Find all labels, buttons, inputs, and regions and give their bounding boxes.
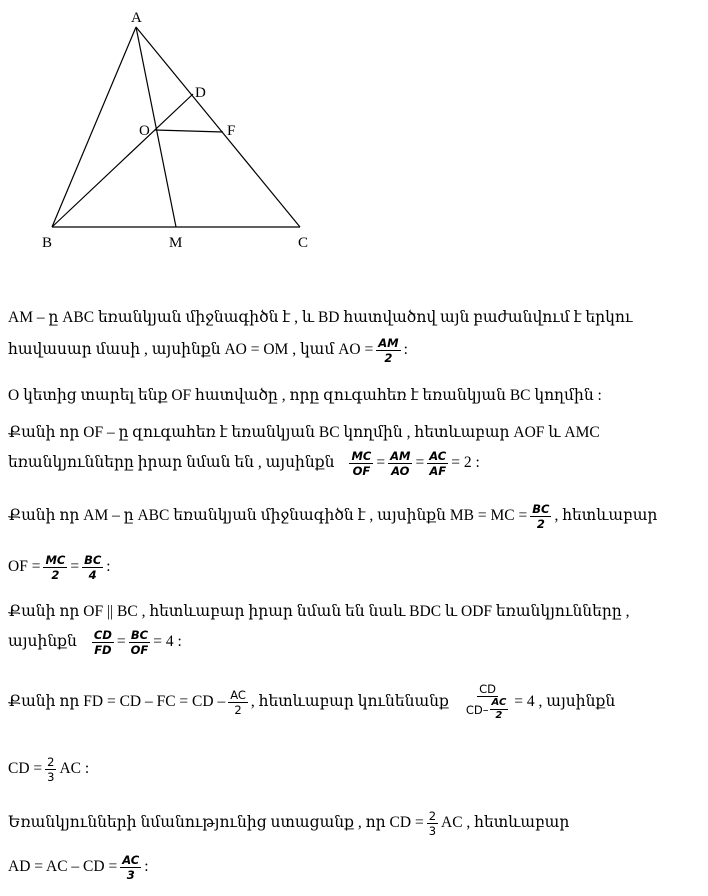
text-line-10: [8, 680, 700, 724]
text-p1-line2: հավասար մասի , այսինքն AO = OM , կամ AO =: [8, 341, 374, 358]
side-ab: [52, 27, 136, 227]
text-p2: O կետից տարել ենք OF հատվածը , որը զուգահեռ է եռանկյան BC կողմին :: [8, 387, 602, 404]
denominator: 2: [51, 567, 60, 582]
colon: :: [144, 858, 149, 875]
fraction-am-over-2: [376, 336, 400, 365]
label-o: O: [139, 123, 150, 139]
denominator-lead: CD–: [465, 702, 489, 717]
text-p4-line1: Քանի որ AM – ը ABC եռանկյան միջնագիծն է , այսինքն MB = MC =: [8, 507, 528, 524]
text-line-2: [8, 333, 700, 367]
fraction-cd-over-cd-minus-ac-half: [464, 682, 511, 722]
fraction-ac-over-2-nested: [490, 697, 509, 722]
fraction-ac-over-3: [120, 853, 141, 882]
colon: :: [403, 341, 408, 358]
fraction-mc-over-2: [43, 553, 67, 582]
label-d: D: [195, 85, 206, 101]
text-line-3: [8, 386, 700, 406]
text-ac-hence: AC , հետևաբար: [441, 814, 570, 831]
numerator: MC: [351, 448, 372, 463]
denominator: 3: [428, 823, 437, 838]
fraction-2-over-3: [45, 755, 56, 784]
denominator: 2: [536, 516, 545, 531]
fraction-ac-over-af: [427, 449, 448, 478]
numerator: CD: [93, 627, 112, 642]
numerator: AC: [230, 687, 246, 702]
numerator: CD: [479, 682, 497, 696]
denominator: OF: [352, 463, 371, 478]
text-of-equals: OF =: [8, 558, 41, 575]
label-c: C: [298, 235, 309, 251]
fraction-bc-over-4: [82, 553, 103, 582]
equals-two: = 2 :: [451, 454, 480, 471]
numerator: MC: [45, 552, 66, 567]
equals-sign: =: [376, 454, 386, 471]
fraction-cd-over-fd: [92, 628, 114, 657]
text-line-9: [8, 625, 700, 659]
text-line-12: [8, 806, 700, 840]
equals-sign: =: [116, 633, 126, 650]
equals-sign: =: [415, 454, 425, 471]
denominator: [464, 697, 511, 722]
numerator: BC: [84, 552, 102, 567]
label-m: M: [169, 235, 183, 251]
numerator: 2: [47, 754, 55, 769]
text-cd-equals: CD =: [8, 760, 43, 777]
label-b: B: [42, 235, 53, 251]
numerator: AM: [378, 335, 399, 350]
numerator: AC: [429, 448, 447, 463]
side-ac: [136, 27, 300, 227]
text-line-5: [8, 446, 700, 480]
text-line-11: [8, 752, 700, 786]
equals-sign: =: [70, 558, 80, 575]
denominator: 2: [234, 702, 242, 717]
numerator: BC: [130, 627, 149, 642]
text-line-6: [8, 499, 700, 533]
colon: :: [106, 558, 111, 575]
text-from-similarity: Եռանկյունների նմանությունից ստացանք , որ CD =: [8, 814, 424, 831]
numerator: AC: [491, 697, 507, 708]
fraction-am-over-ao: [388, 449, 412, 478]
fraction-2-over-3: [427, 809, 438, 838]
text-p4-line1-end: , հետևաբար: [554, 507, 658, 524]
denominator: FD: [94, 642, 112, 657]
denominator: 3: [47, 769, 55, 784]
text-ac: AC :: [59, 760, 90, 777]
text-line-1: [8, 308, 700, 328]
numerator: AM: [390, 448, 411, 463]
fraction-mc-over-of: [349, 449, 373, 478]
text-p1-line1: AM – ը ABC եռանկյան միջնագիծն է , և BD հատվածով այն բաժանվում է երկու: [8, 309, 633, 326]
text-p5-line1: Քանի որ OF || BC , հետևաբար իրար նման են նաև BDC և ODF եռանկյունները ,: [8, 603, 630, 620]
equals-four: = 4 :: [153, 633, 182, 650]
denominator: 3: [126, 867, 135, 882]
fraction-bc-over-of: [129, 628, 151, 657]
text-p3-line2: եռանկյունները իրար նման են , այսինքն: [8, 454, 335, 471]
numerator: BC: [532, 501, 550, 516]
label-a: A: [131, 10, 142, 26]
fraction-bc-over-2: [530, 502, 551, 531]
denominator: 2: [384, 350, 393, 365]
text-line-4: [8, 423, 700, 443]
text-equals-four-that-is: = 4 , այսինքն: [514, 693, 616, 710]
numerator: 2: [428, 808, 437, 823]
denominator: AO: [391, 463, 410, 478]
fraction-ac-over-2: [228, 688, 248, 717]
triangle-figure: [0, 0, 708, 270]
denominator: 4: [88, 567, 97, 582]
text-hence-we-get: , հետևաբար կունենանք: [250, 693, 449, 710]
denominator: 2: [495, 710, 503, 721]
text-fd-expression: Քանի որ FD = CD – FC = CD –: [8, 693, 226, 710]
text-ad-expression: AD = AC – CD =: [8, 858, 118, 875]
text-line-8: [8, 602, 700, 622]
text-line-7: [8, 550, 700, 584]
segment-of: [155, 130, 223, 132]
denominator: OF: [130, 642, 149, 657]
text-line-13: [8, 847, 700, 887]
text-p3-line1: Քանի որ OF – ը զուգահեռ է եռանկյան BC կողմին , հետևաբար AOF և AMC: [8, 424, 600, 441]
numerator: AC: [122, 852, 140, 867]
text-p5-line2: այսինքն: [8, 633, 77, 650]
denominator: AF: [429, 463, 447, 478]
label-f: F: [227, 123, 236, 139]
